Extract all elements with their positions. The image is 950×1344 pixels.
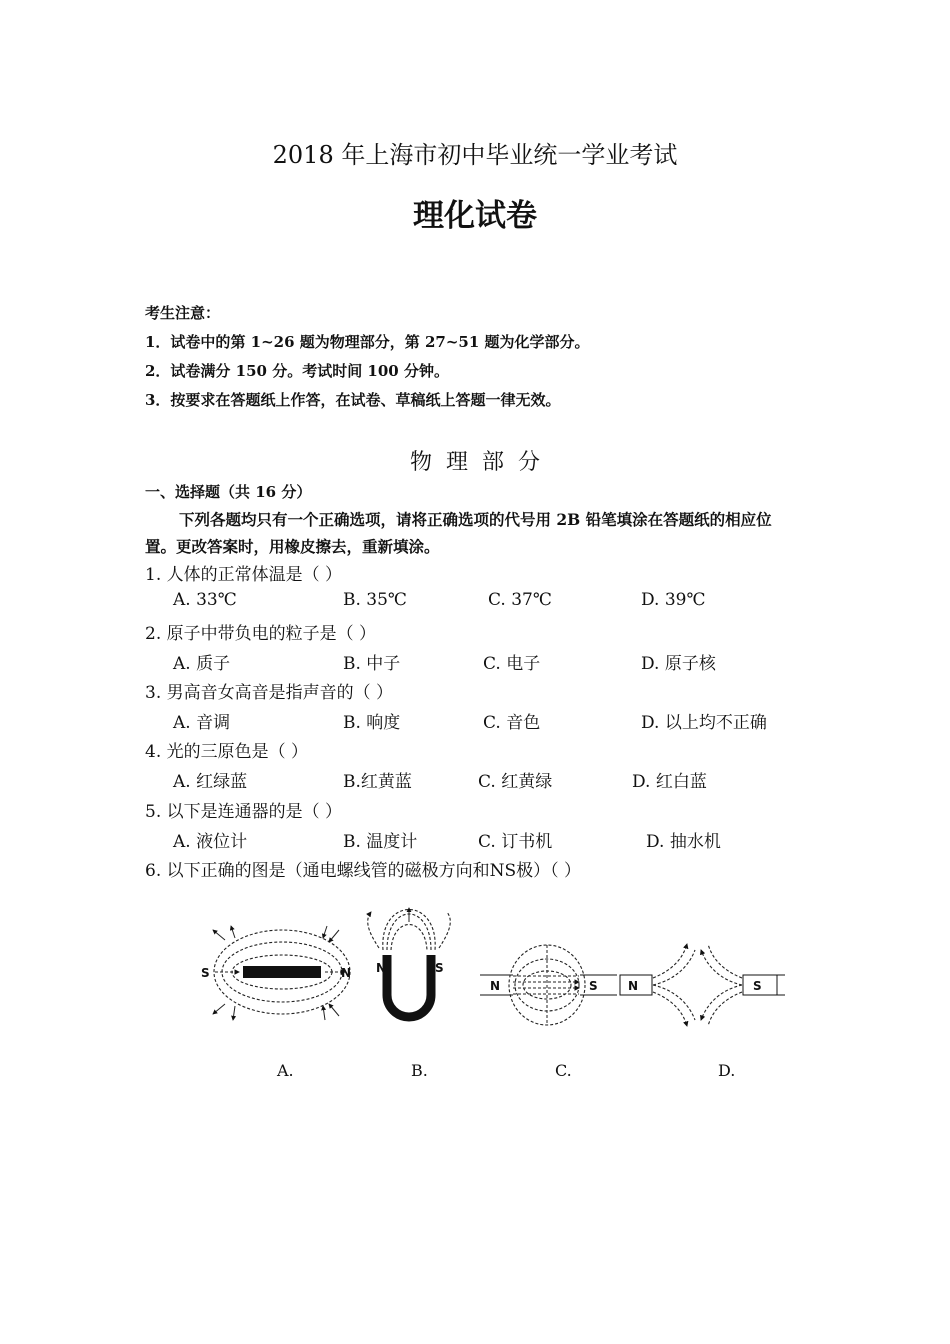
question-4-option-b: B.红黄蓝 [343,772,412,792]
figure-b-n-label: N [376,961,387,975]
question-2-option-a: A. 质子 [173,654,231,674]
part-heading: 一、选择题（共 16 分） [145,483,312,501]
exam-title: 2018 年上海市初中毕业统一学业考试 [272,141,678,169]
question-1-stem: 1. 人体的正常体温是（ ） [145,565,343,585]
instruction-line-2: 置。更改答案时，用橡皮擦去，重新填涂。 [145,537,440,556]
question-3-option-b: B. 响度 [343,713,401,733]
figure-label-d: D. [718,1061,736,1080]
figure-c-solenoid-field [480,945,617,1025]
figure-d-n-label: N [628,979,639,993]
question-1-option-d: D. 39℃ [641,590,706,610]
figure-d-facing-magnets [620,944,785,1026]
question-4-option-a: A. 红绿蓝 [173,772,248,792]
section-title: 物理部分 [409,450,554,475]
figure-label-a: A. [277,1061,294,1080]
question-5-option-c: C. 订书机 [478,832,553,852]
question-3-option-a: A. 音调 [173,713,231,733]
question-3-option-d: D. 以上均不正确 [641,713,767,733]
figure-a-s-label: S [201,966,210,980]
question-1-option-a: A. 33℃ [173,590,237,610]
question-1-option-c: C. 37℃ [488,590,552,610]
paper-title: 理化试卷 [413,198,537,234]
question-5-stem: 5. 以下是连通器的是（ ） [145,802,343,822]
question-2-option-c: C. 电子 [483,654,541,674]
question-2-stem: 2. 原子中带负电的粒子是（ ） [145,624,377,644]
figure-label-b: B. [411,1061,428,1080]
question-1-option-b: B. 35℃ [343,590,407,610]
instruction-line-1: 下列各题均只有一个正确选项，请将正确选项的代号用 2B 铅笔填涂在答题纸的相应位 [179,510,772,529]
question-4-option-d: D. 红白蓝 [632,772,707,792]
figure-a-bar-magnet [201,926,351,1020]
question-3-option-c: C. 音色 [483,713,541,733]
question-2-option-b: B. 中子 [343,654,401,674]
notice-heading: 考生注意： [145,304,221,322]
magnetic-field-figure [195,900,785,1035]
question-5-option-a: A. 液位计 [173,832,248,852]
figure-c-n-label: N [490,979,501,993]
figure-b-u-magnet [368,908,451,1017]
figure-d-s-label: S [753,979,762,993]
question-4-stem: 4. 光的三原色是（ ） [145,742,309,762]
figure-label-c: C. [555,1061,572,1080]
question-5-option-b: B. 温度计 [343,832,418,852]
question-3-stem: 3. 男高音女高音是指声音的（ ） [145,683,394,703]
notice-item-3: 3．按要求在答题纸上作答，在试卷、草稿纸上答题一律无效。 [145,391,561,409]
question-5-option-d: D. 抽水机 [646,832,721,852]
figure-c-s-label: S [589,979,598,993]
question-4-option-c: C. 红黄绿 [478,772,553,792]
figure-a-n-label: N [341,966,352,980]
figure-b-s-label: S [435,961,444,975]
question-6-stem: 6. 以下正确的图是（通电螺线管的磁极方向和NS极）（ ） [145,861,582,881]
question-2-option-d: D. 原子核 [641,654,716,674]
notice-item-1: 1．试卷中的第 1~26 题为物理部分，第 27~51 题为化学部分。 [145,333,590,351]
notice-item-2: 2．试卷满分 150 分。考试时间 100 分钟。 [145,362,449,380]
